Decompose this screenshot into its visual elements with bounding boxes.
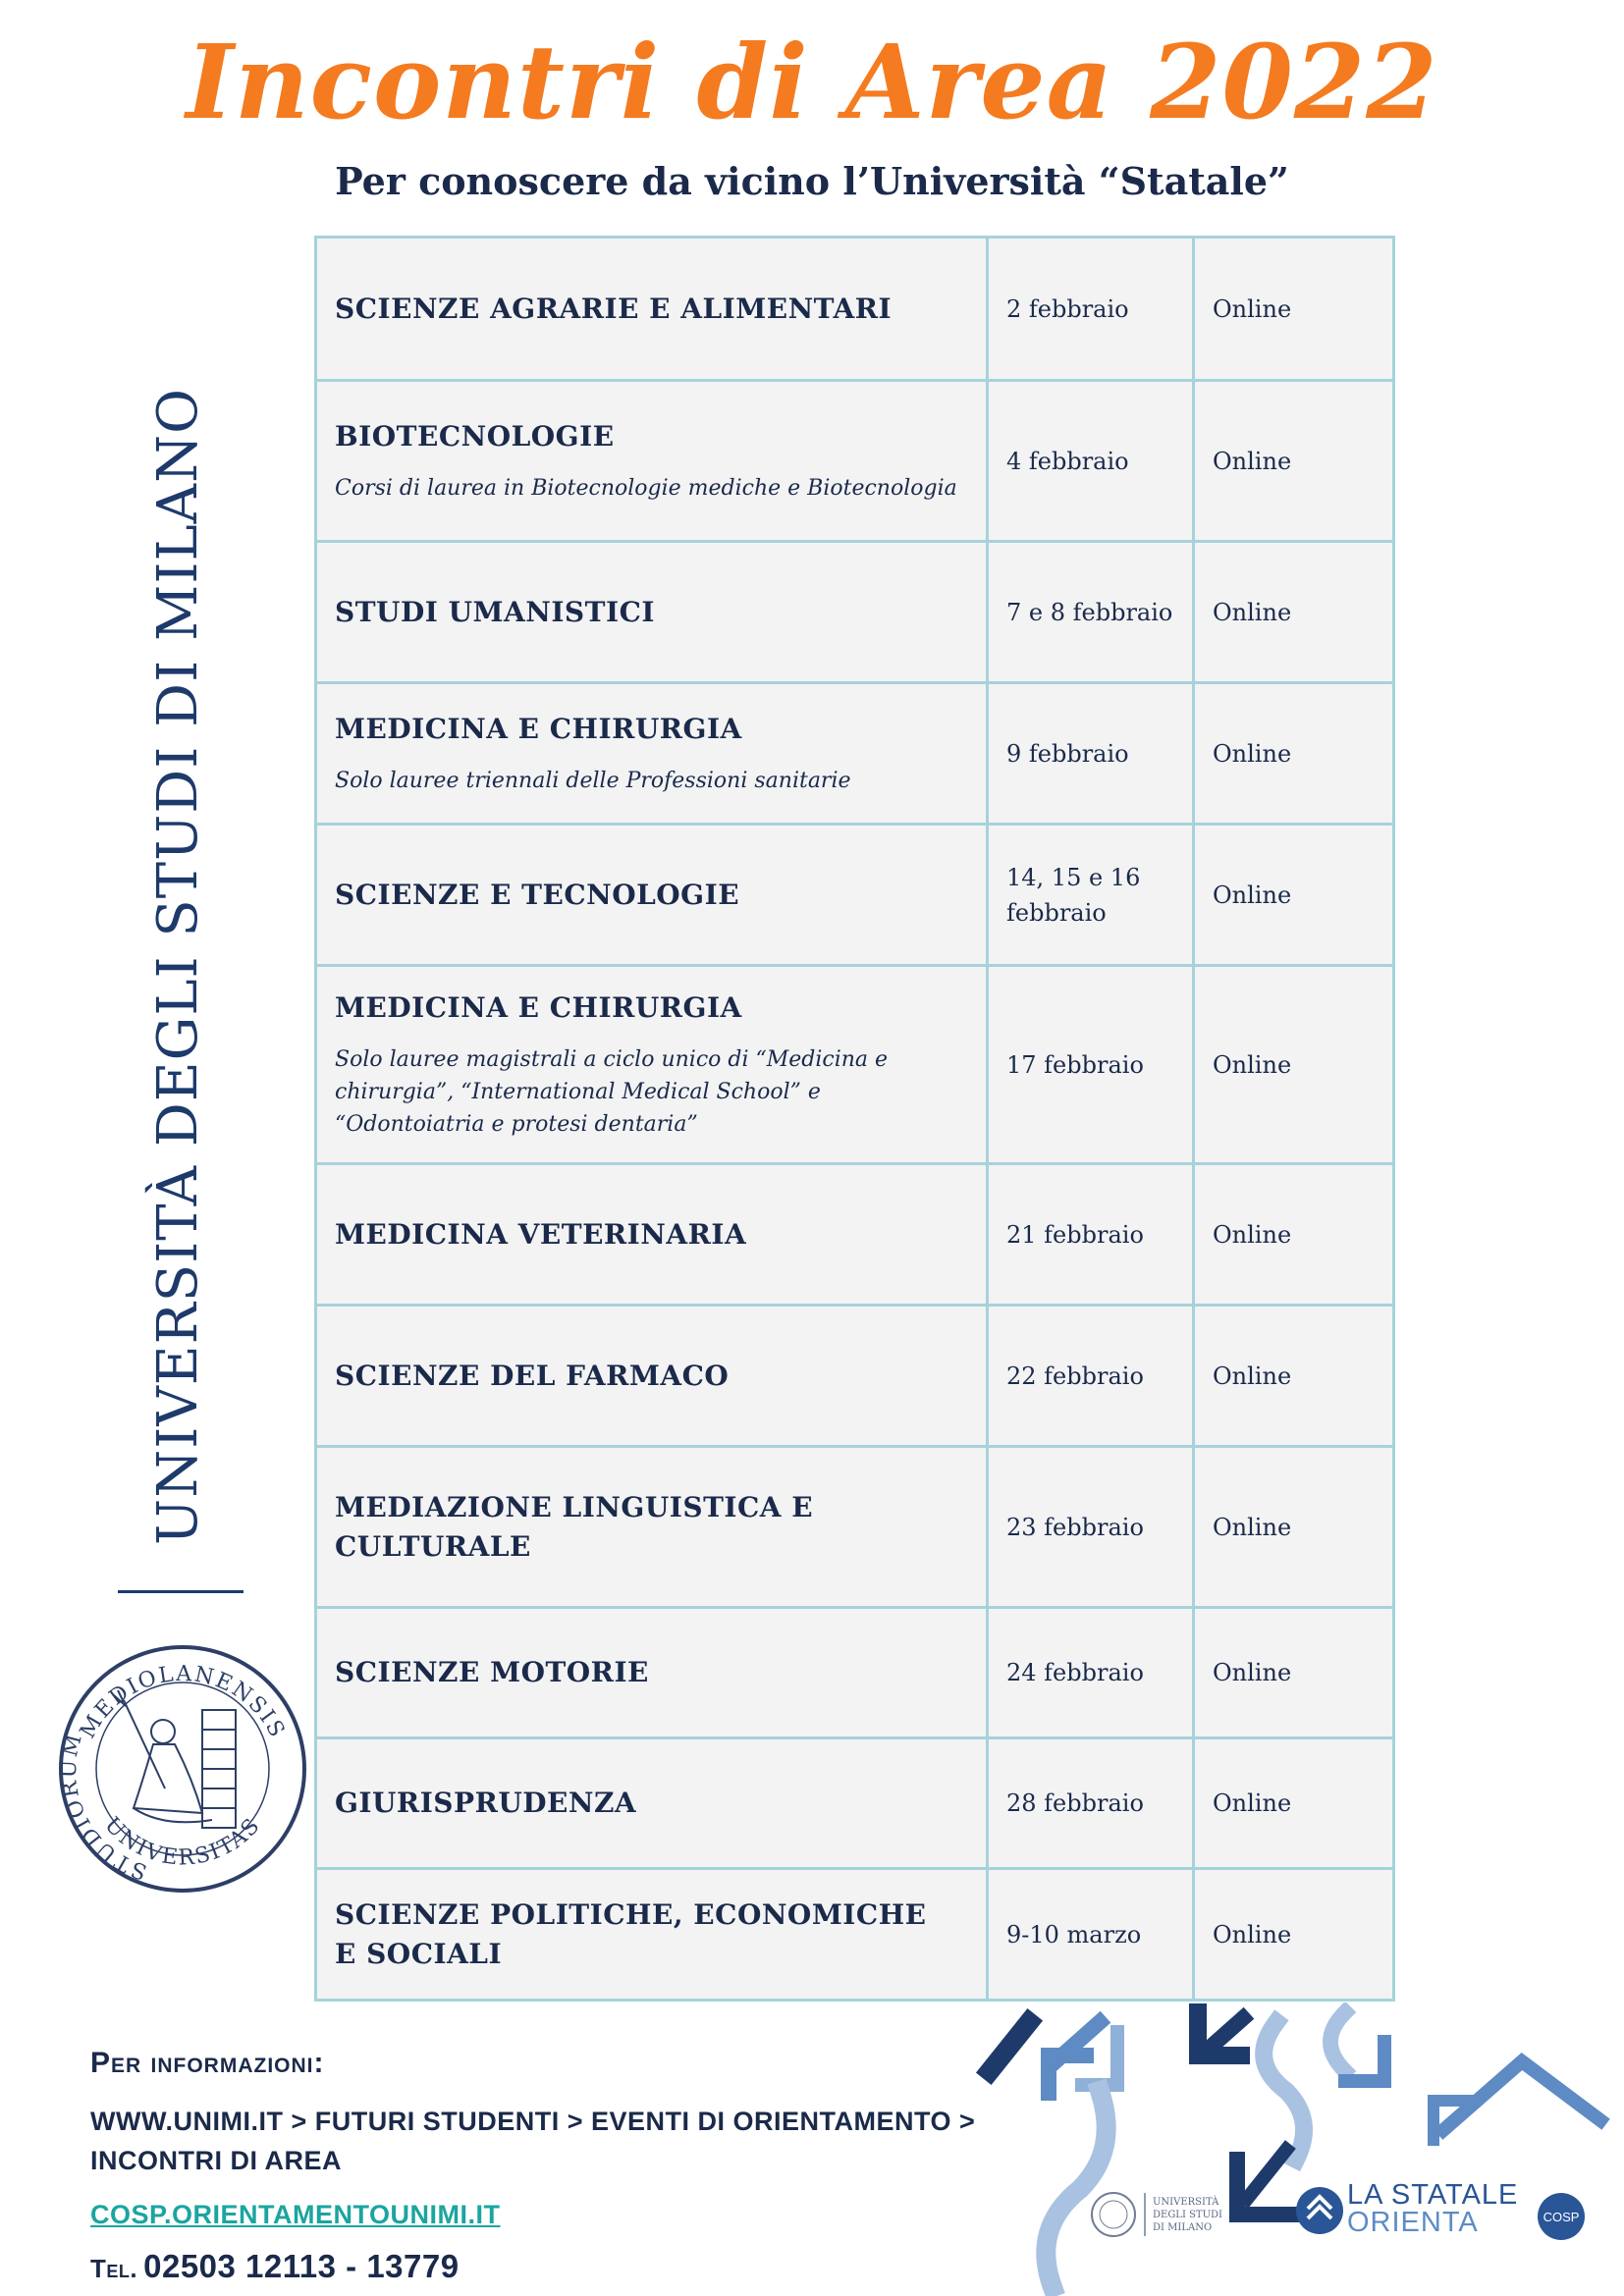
area-title: SCIENZE POLITICHE, ECONOMICHE E SOCIALI [335, 1897, 927, 1970]
area-title: SCIENZE DEL FARMACO [335, 1359, 730, 1392]
table-row [316, 1738, 1394, 1869]
area-cell [316, 1306, 988, 1447]
area-note: Solo lauree magistrali a ciclo unico di “Medicina e chirurgia”, “International Medical School” e “Odontoiatria e protesi dentaria” [335, 1047, 889, 1137]
date-cell: 22 febbraio [988, 1306, 1194, 1447]
seal-text-bottom: UNIVERSITAS [99, 1812, 266, 1871]
svg-text:STUDIORUM [57, 1730, 150, 1884]
area-title: SCIENZE MOTORIE [335, 1656, 649, 1688]
area-title: STUDI UMANISTICI [335, 595, 655, 628]
table-row [316, 1608, 1394, 1738]
area-title: MEDICINA VETERINARIA [335, 1217, 747, 1251]
date-cell: 21 febbraio [988, 1164, 1194, 1306]
date-cell: 17 febbraio [988, 966, 1194, 1164]
table-row [316, 381, 1394, 542]
table-row [316, 542, 1394, 683]
decorative-arrows-graphic [972, 2002, 1624, 2296]
area-note: Solo lauree triennali delle Professioni sanitarie [335, 769, 851, 793]
area-cell [316, 381, 988, 542]
university-seal-logo [55, 1641, 310, 1896]
date-cell: 4 febbraio [988, 381, 1194, 542]
date-cell: 24 febbraio [988, 1608, 1194, 1738]
area-title: SCIENZE AGRARIE E ALIMENTARI [335, 292, 893, 325]
mode-cell: Online [1194, 542, 1394, 683]
area-cell [316, 1164, 988, 1306]
area-title: MEDIAZIONE LINGUISTICA E CULTURALE [335, 1490, 814, 1563]
date-cell: 23 febbraio [988, 1447, 1194, 1608]
info-heading: Per informazioni: [90, 2047, 325, 2079]
table-row [316, 1447, 1394, 1608]
phone-label: Tel. [90, 2254, 138, 2283]
area-cell [316, 542, 988, 683]
university-name-divider [118, 1590, 244, 1593]
small-logo-line-2: DEGLI STUDI [1153, 2210, 1222, 2220]
area-cell [316, 238, 988, 381]
area-cell [316, 683, 988, 825]
area-title: MEDICINA E CHIRURGIA [335, 713, 742, 745]
area-cell [316, 1447, 988, 1608]
area-title: BIOTECNOLOGIE [335, 420, 615, 453]
area-cell [316, 1869, 988, 2001]
area-title: SCIENZE E TECNOLOGIE [335, 878, 740, 911]
date-cell: 9-10 marzo [988, 1869, 1194, 2001]
date-cell: 28 febbraio [988, 1738, 1194, 1869]
page-subtitle: Per conoscere da vicino l’Università “Statale” [335, 159, 1289, 203]
mode-cell: Online [1194, 966, 1394, 1164]
mode-cell: Online [1194, 1164, 1394, 1306]
info-email-link[interactable]: COSP.ORIENTAMENTOUNIMI.IT [90, 2200, 501, 2229]
table-row [316, 1164, 1394, 1306]
info-navigation-path: WWW.UNIMI.IT > FUTURI STUDENTI > EVENTI DI ORIENTAMENTO > INCONTRI DI AREA [90, 2107, 976, 2175]
small-logo-line-1: UNIVERSITÀ [1153, 2197, 1219, 2208]
mode-cell: Online [1194, 683, 1394, 825]
area-title: GIURISPRUDENZA [335, 1787, 637, 1819]
area-cell [316, 1608, 988, 1738]
area-note: Corsi di laurea in Biotecnologie mediche e Biotecnologia [335, 476, 957, 501]
unimi-small-logo [1088, 2187, 1245, 2242]
university-name-vertical: UNIVERSITÀ DEGLI STUDI DI MILANO [146, 388, 210, 1545]
seal-text-left: STUDIORUM [56, 1730, 150, 1885]
mode-cell: Online [1194, 1738, 1394, 1869]
phone-number: 02503 12113 - 13779 [143, 2248, 460, 2284]
events-table [314, 236, 1395, 2002]
small-logo-line-3: DI MILANO [1153, 2222, 1213, 2233]
page-title: Incontri di Area 2022 [186, 22, 1438, 142]
date-cell: 2 febbraio [988, 238, 1194, 381]
area-cell [316, 966, 988, 1164]
statale-orienta-wordmark [1347, 2181, 1518, 2236]
table-row [316, 238, 1394, 381]
table-row [316, 1306, 1394, 1447]
table-row [316, 825, 1394, 966]
seal-text-top: MEDIOLANENSIS [75, 1661, 291, 1743]
area-title: MEDICINA E CHIRURGIA [335, 991, 742, 1024]
date-cell: 14, 15 e 16 febbraio [988, 825, 1194, 966]
info-section [90, 2047, 994, 2285]
area-cell [316, 825, 988, 966]
mode-cell: Online [1194, 1306, 1394, 1447]
date-cell: 7 e 8 febbraio [988, 542, 1194, 683]
mode-cell: Online [1194, 1869, 1394, 2001]
table-row [316, 966, 1394, 1164]
mode-cell: Online [1194, 238, 1394, 381]
mode-cell: Online [1194, 1608, 1394, 1738]
mode-cell: Online [1194, 825, 1394, 966]
date-cell: 9 febbraio [988, 683, 1194, 825]
mode-cell: Online [1194, 381, 1394, 542]
table-row [316, 1869, 1394, 2001]
statale-line-1: LA STATALE [1347, 2179, 1519, 2211]
cosp-badge: COSP [1543, 2210, 1580, 2224]
area-cell [316, 1738, 988, 1869]
statale-line-2: ORIENTA [1347, 2207, 1479, 2238]
info-phone [90, 2248, 994, 2285]
mode-cell: Online [1194, 1447, 1394, 1608]
seal-figure-icon [114, 1690, 236, 1828]
table-row [316, 683, 1394, 825]
